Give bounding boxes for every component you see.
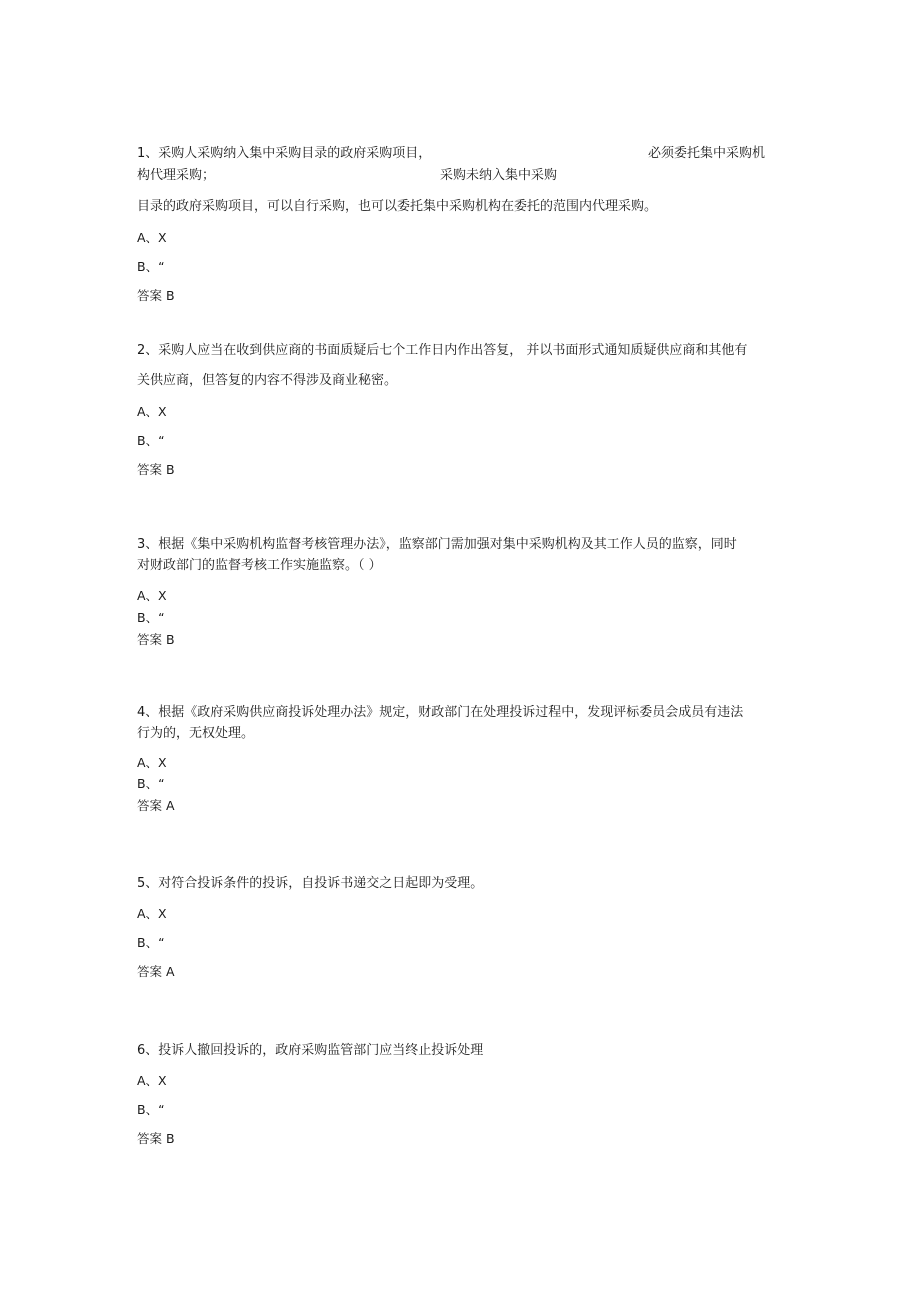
option-b: B、“ <box>137 610 165 625</box>
answer: 答案 A <box>137 964 175 979</box>
question-text: 1、采购人采购纳入集中采购目录的政府采购项目， <box>137 146 432 161</box>
option-b: B、“ <box>137 433 165 448</box>
option-a: A、X <box>137 906 167 921</box>
answer: 答案 B <box>137 288 175 303</box>
question-text: 必须委托集中采购机 <box>648 146 766 161</box>
answer: 答案 B <box>137 632 175 647</box>
option-b: B、“ <box>137 776 165 791</box>
question-text: 构代理采购； <box>137 168 216 183</box>
question-text: 关供应商，但答复的内容不得涉及商业秘密。 <box>137 373 398 388</box>
question-text: 采购未纳入集中采购 <box>440 168 558 183</box>
answer: 答案 B <box>137 1131 175 1146</box>
question-text: 对财政部门的监督考核工作实施监察。（ ） <box>137 558 382 573</box>
question-text: 4、根据《政府采购供应商投诉处理办法》规定，财政部门在处理投诉过程中，发现评标委员会成员有违法 <box>137 705 744 720</box>
option-a: A、X <box>137 588 167 603</box>
option-a: A、X <box>137 404 167 419</box>
question-text: 2、采购人应当在收到供应商的书面质疑后七个工作日内作出答复， 并以书面形式通知质疑供应商和其他有 <box>137 343 748 358</box>
option-a: A、X <box>137 230 167 245</box>
question-text: 目录的政府采购项目，可以自行采购，也可以委托集中采购机构在委托的范围内代理采购。 <box>137 199 658 214</box>
option-b: B、“ <box>137 1102 165 1117</box>
option-b: B、“ <box>137 259 165 274</box>
option-a: A、X <box>137 755 167 770</box>
question-text: 行为的，无权处理。 <box>137 726 255 741</box>
option-a: A、X <box>137 1073 167 1088</box>
question-text: 3、根据《集中采购机构监督考核管理办法》，监察部门需加强对集中采购机构及其工作人员的监察，同时 <box>137 537 737 552</box>
answer: 答案 B <box>137 462 175 477</box>
question-text: 6、投诉人撤回投诉的，政府采购监管部门应当终止投诉处理 <box>137 1043 484 1058</box>
option-b: B、“ <box>137 935 165 950</box>
question-text: 5、对符合投诉条件的投诉，自投诉书递交之日起即为受理。 <box>137 876 484 891</box>
answer: 答案 A <box>137 798 175 813</box>
